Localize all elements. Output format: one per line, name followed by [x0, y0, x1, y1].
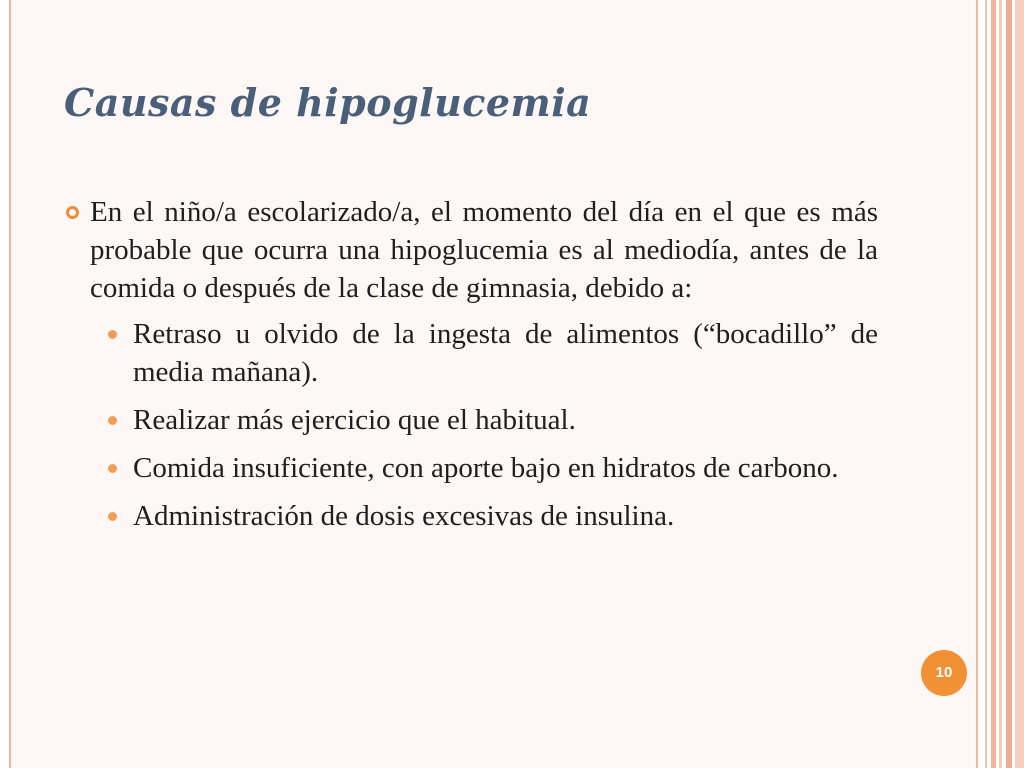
decorative-stripe	[985, 0, 987, 768]
main-bullet-text: En el niño/a escolarizado/a, el momento del día en el que es más probable que ocurra una hipoglucemia es al mediodía, antes de la comida o después de la clase de gimnasia, debido a:	[90, 196, 878, 304]
decorative-stripe	[1015, 0, 1024, 768]
decorative-stripe	[991, 0, 996, 768]
sub-bullet-text: Retraso u olvido de la ingesta de alimentos (“bocadillo” de media mañana).	[133, 318, 878, 388]
decorative-stripe	[1006, 0, 1012, 768]
decorative-stripe	[999, 0, 1002, 768]
sub-bullet-text: Administración de dosis excesivas de insulina.	[133, 500, 675, 532]
slide-content	[90, 193, 878, 545]
main-bullet	[90, 193, 878, 307]
dot-bullet-icon	[108, 512, 117, 521]
sub-bullet-list	[90, 315, 878, 535]
dot-bullet-icon	[108, 330, 117, 339]
slide-title: Causas de hipoglucemia	[64, 80, 592, 125]
sub-bullet-item	[133, 401, 878, 439]
dot-bullet-icon	[108, 464, 117, 473]
sub-bullet-text: Comida insuficiente, con aporte bajo en hidratos de carbono.	[133, 452, 839, 484]
sub-bullet-item	[133, 449, 878, 487]
sub-bullet-text: Realizar más ejercicio que el habitual.	[133, 404, 576, 436]
sub-bullet-item	[133, 497, 878, 535]
ring-bullet-icon	[66, 206, 79, 219]
dot-bullet-icon	[108, 416, 117, 425]
page-number-badge: 10	[921, 650, 967, 696]
sub-bullet-item	[133, 315, 878, 391]
